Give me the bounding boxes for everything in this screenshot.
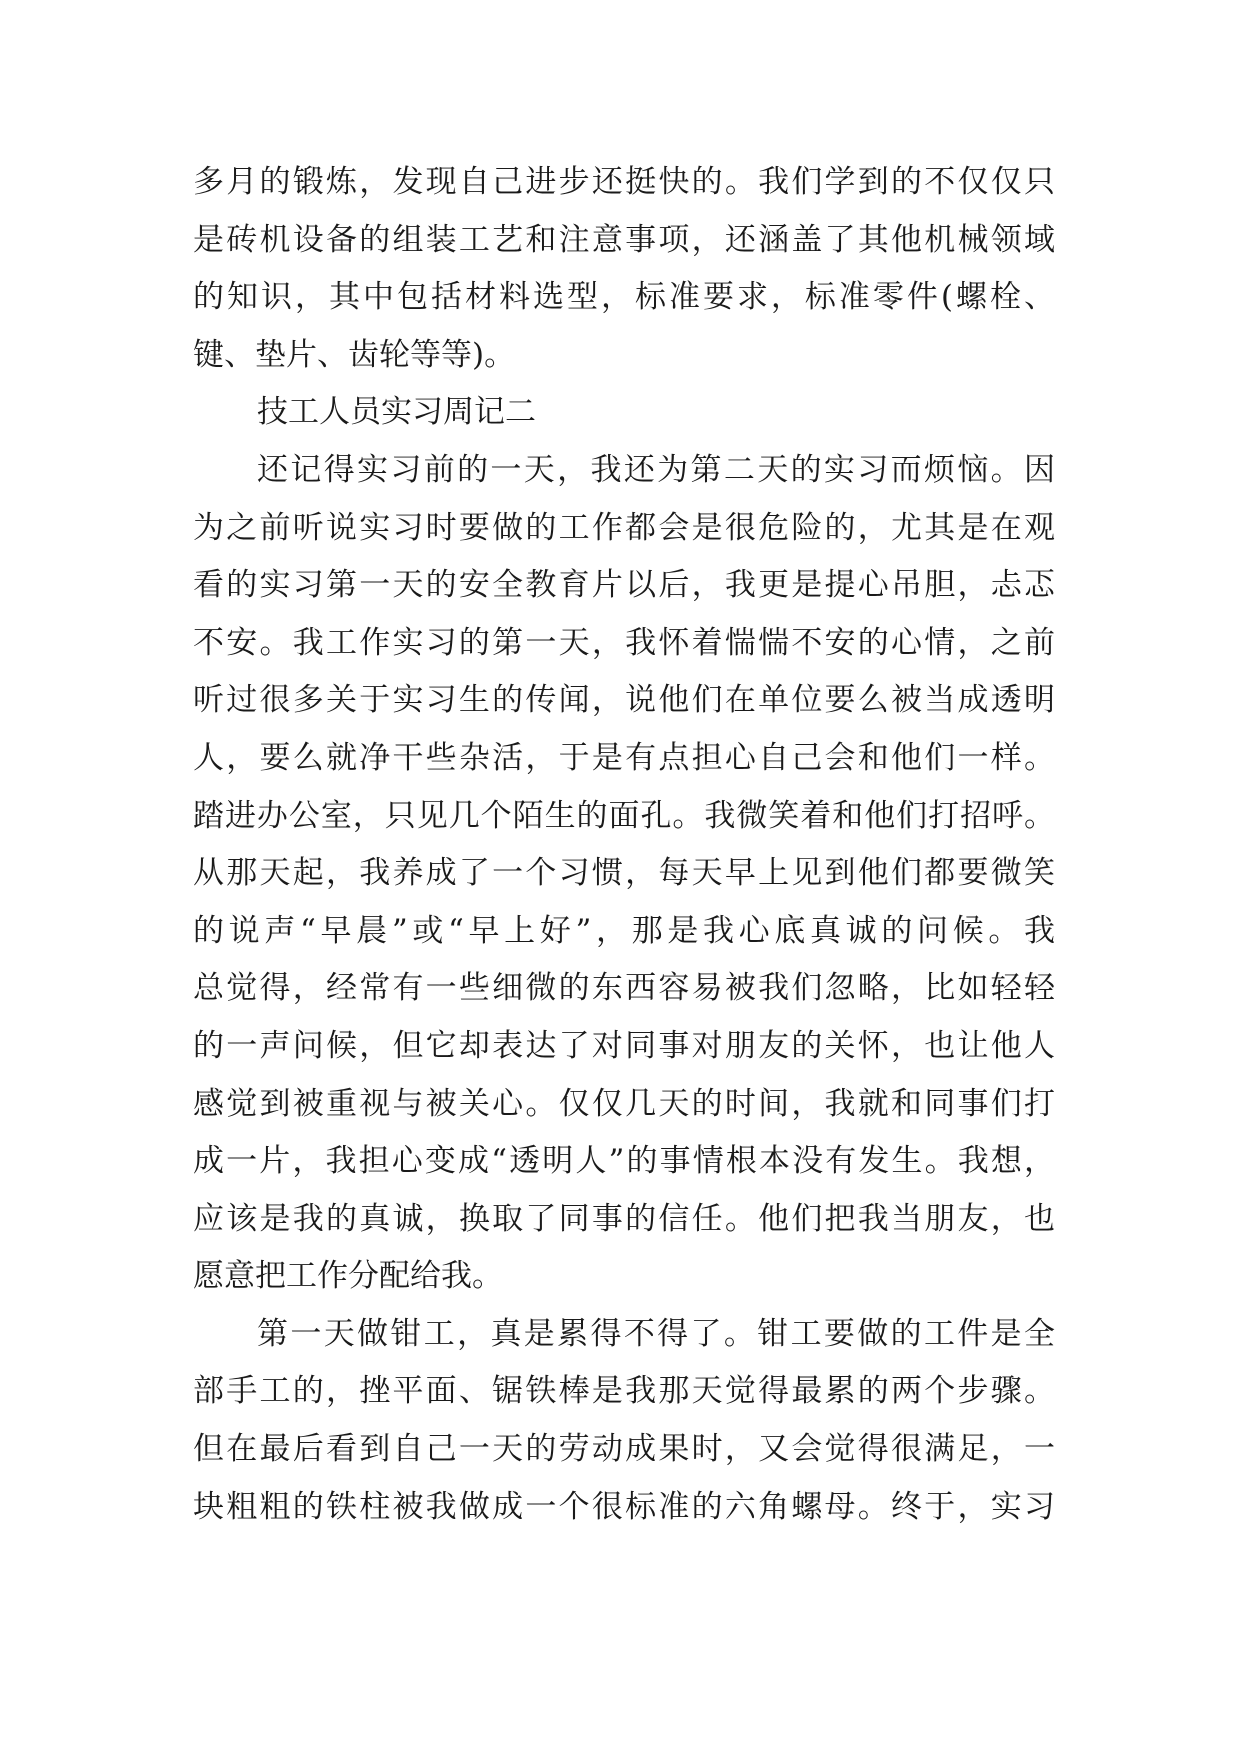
- text-line: 成一片，我担心变成“透明人”的事情根本没有发生。我想，: [193, 1143, 1055, 1180]
- text-line: 键、垫片、齿轮等等)。: [193, 336, 516, 373]
- text-line: 人，要么就净干些杂活，于是有点担心自己会和他们一样。: [193, 739, 1055, 776]
- text-line: 的知识，其中包括材料选型，标准要求，标准零件(螺栓、: [193, 279, 1055, 316]
- text-line: 不安。我工作实习的第一天，我怀着惴惴不安的心情，之前: [193, 624, 1055, 661]
- document-body: [193, 154, 1055, 1536]
- text-line: 总觉得，经常有一些细微的东西容易被我们忽略，比如轻轻: [193, 970, 1055, 1007]
- text-line: 应该是我的真诚，换取了同事的信任。他们把我当朋友，也: [193, 1200, 1055, 1237]
- text-line: 部手工的，挫平面、锯铁棒是我那天觉得最累的两个步骤。: [193, 1373, 1055, 1410]
- text-line: 为之前听说实习时要做的工作都会是很危险的，尤其是在观: [193, 509, 1055, 546]
- section-heading: 技工人员实习周记二: [257, 394, 536, 431]
- text-line: 但在最后看到自己一天的劳动成果时，又会觉得很满足，一: [193, 1431, 1055, 1468]
- text-line: 从那天起，我养成了一个习惯，每天早上见到他们都要微笑: [193, 855, 1055, 892]
- text-line: 愿意把工作分配给我。: [193, 1258, 503, 1295]
- text-line: 踏进办公室，只见几个陌生的面孔。我微笑着和他们打招呼。: [193, 797, 1055, 834]
- text-line: 的说声“早晨”或“早上好”，那是我心底真诚的问候。我: [193, 912, 1055, 949]
- text-line: 是砖机设备的组装工艺和注意事项，还涵盖了其他机械领域: [193, 221, 1055, 258]
- text-line: 第一天做钳工，真是累得不得了。钳工要做的工件是全: [257, 1315, 1055, 1352]
- text-line: 还记得实习前的一天，我还为第二天的实习而烦恼。因: [257, 451, 1055, 488]
- text-line: 听过很多关于实习生的传闻，说他们在单位要么被当成透明: [193, 682, 1055, 719]
- text-line: 的一声问候，但它却表达了对同事对朋友的关怀，也让他人: [193, 1027, 1055, 1064]
- text-line: 多月的锻炼，发现自己进步还挺快的。我们学到的不仅仅只: [193, 164, 1055, 200]
- text-line: 感觉到被重视与被关心。仅仅几天的时间，我就和同事们打: [193, 1085, 1055, 1122]
- text-line: 看的实习第一天的安全教育片以后，我更是提心吊胆，忐忑: [193, 567, 1055, 604]
- text-line: 块粗粗的铁柱被我做成一个很标准的六角螺母。终于，实习: [193, 1488, 1055, 1525]
